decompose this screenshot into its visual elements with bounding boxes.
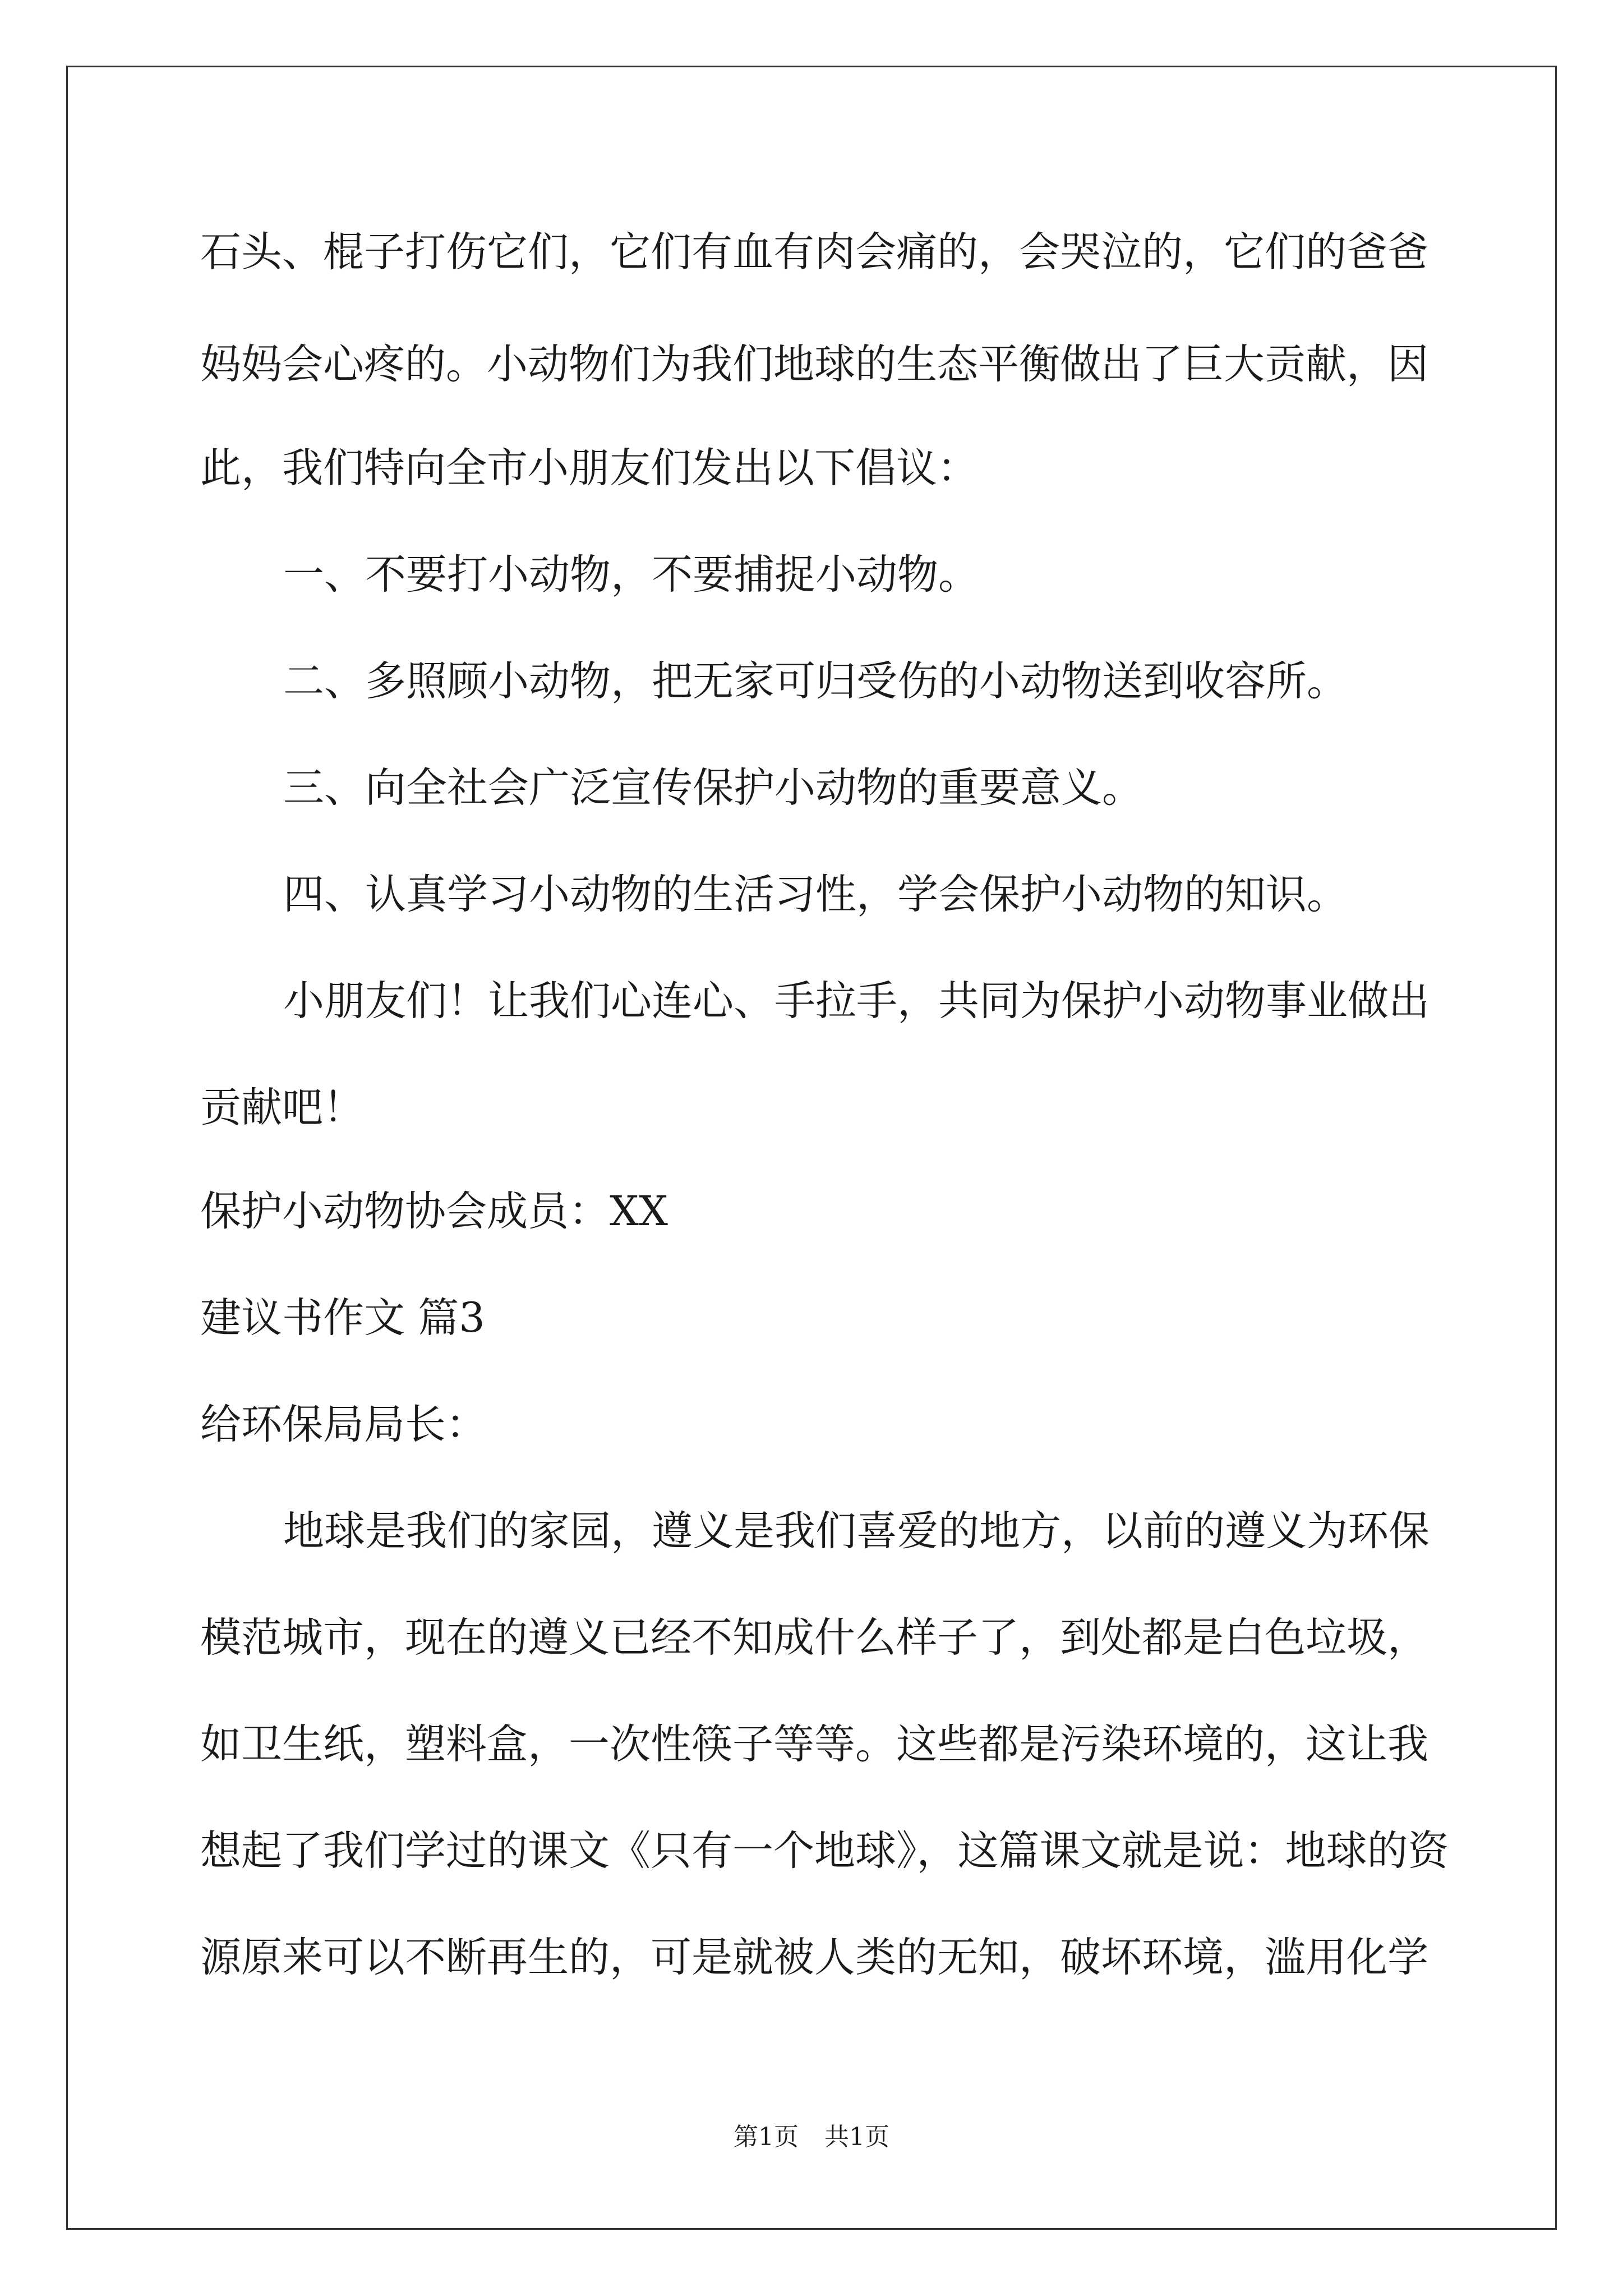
list-item: 四、认真学习小动物的生活习性，学会保护小动物的知识。 [283, 871, 1348, 918]
text-line: 妈妈会心疼的。小动物们为我们地球的生态平衡做出了巨大贡献，因 [200, 341, 1428, 388]
text-line: 模范城市，现在的遵义已经不知成什么样子了，到处都是白色垃圾， [200, 1614, 1428, 1662]
text-line: 如卫生纸，塑料盒，一次性筷子等等。这些都是污染环境的，这让我 [200, 1720, 1428, 1768]
text-line: 贡献吧！ [200, 1084, 364, 1131]
section-heading: 建议书作文 篇3 [200, 1294, 485, 1342]
page-footer [0, 2120, 1623, 2154]
text-line: 地球是我们的家园，遵义是我们喜爱的地方，以前的遵义为环保 [283, 1507, 1430, 1555]
page-total: 共1页 [824, 2123, 889, 2151]
text-line: 石头、棍子打伤它们，它们有血有肉会痛的，会哭泣的，它们的爸爸 [200, 228, 1428, 276]
text-line: 源原来可以不断再生的，可是就被人类的无知，破坏环境，滥用化学 [200, 1934, 1428, 1981]
signature-line: 保护小动物协会成员：XX [200, 1188, 668, 1235]
page-number: 第1页 [734, 2123, 799, 2151]
list-item: 二、多照顾小动物，把无家可归受伤的小动物送到收容所。 [283, 657, 1348, 705]
text-line: 想起了我们学过的课文《只有一个地球》，这篇课文就是说：地球的资 [200, 1827, 1449, 1875]
text-line: 小朋友们！让我们心连心、手拉手，共同为保护小动物事业做出 [283, 977, 1430, 1025]
salutation: 给环保局局长： [200, 1401, 487, 1448]
list-item: 一、不要打小动物，不要捕捉小动物。 [283, 551, 979, 599]
list-item: 三、向全社会广泛宣传保护小动物的重要意义。 [283, 764, 1143, 812]
text-line: 此，我们特向全市小朋友们发出以下倡议： [200, 444, 978, 492]
